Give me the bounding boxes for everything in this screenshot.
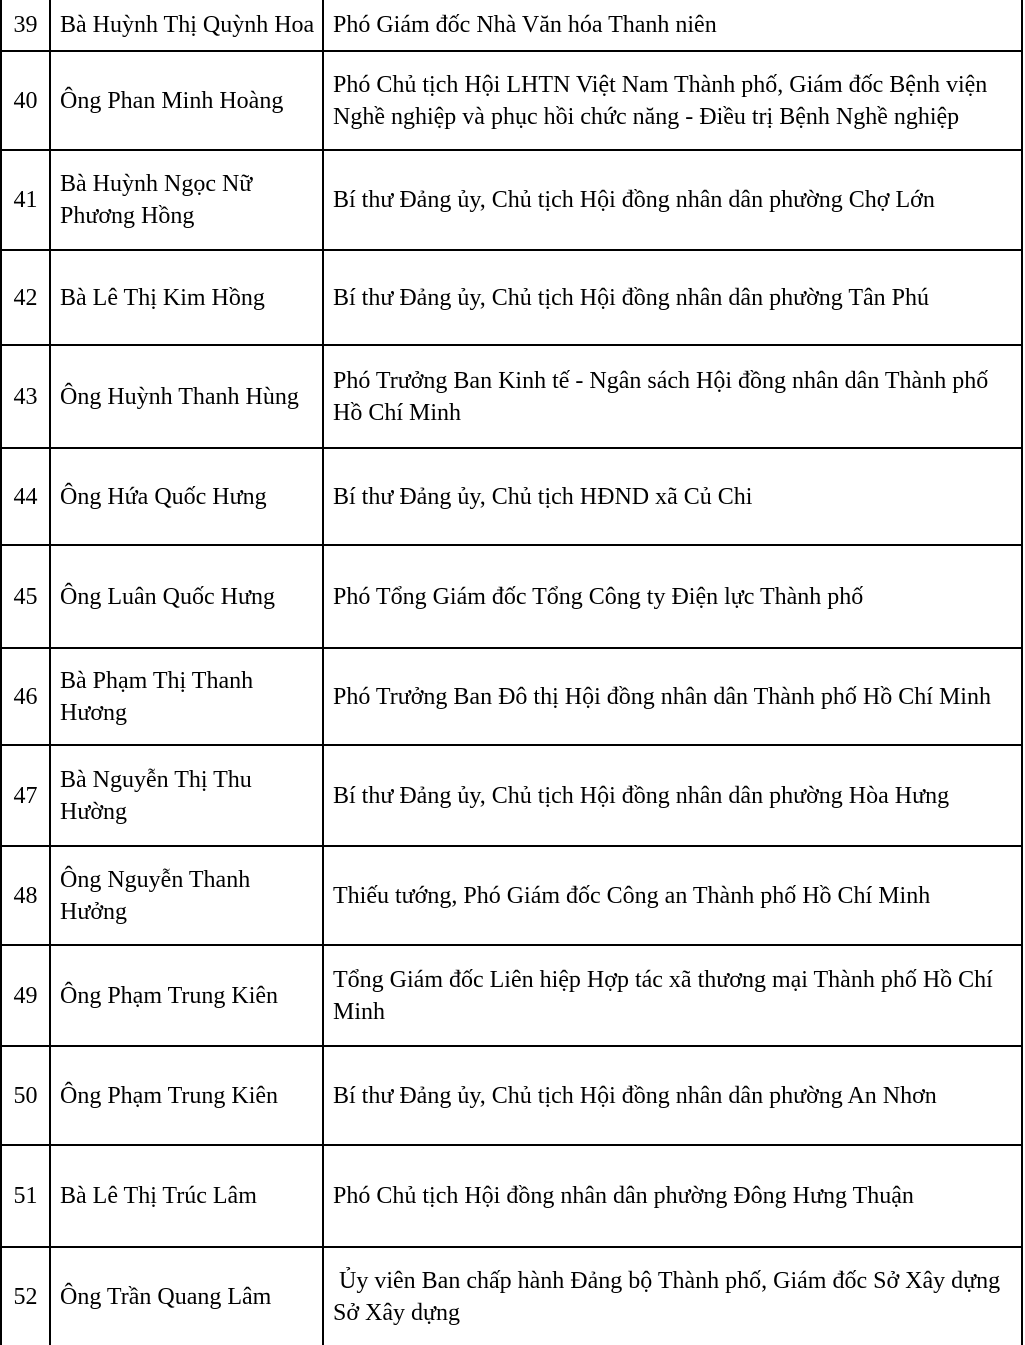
row-number-cell: 44 <box>1 448 50 545</box>
position-cell: Ủy viên Ban chấp hành Đảng bộ Thành phố, Giám đốc Sở Xây dựng Sở Xây dựng <box>323 1247 1022 1345</box>
position-cell: Phó Chủ tịch Hội LHTN Việt Nam Thành phố, Giám đốc Bệnh viện Nghề nghiệp và phục hồi chức năng - Điều trị Bệnh Nghề nghiệp <box>323 51 1022 150</box>
row-number-cell: 50 <box>1 1046 50 1145</box>
roster-table-body <box>1 0 1022 1345</box>
table-row <box>1 545 1022 648</box>
person-name-cell: Bà Lê Thị Trúc Lâm <box>50 1145 323 1247</box>
position-cell: Bí thư Đảng ủy, Chủ tịch Hội đồng nhân dân phường Tân Phú <box>323 250 1022 345</box>
row-number-cell: 48 <box>1 846 50 945</box>
position-cell: Phó Trưởng Ban Kinh tế - Ngân sách Hội đồng nhân dân Thành phố Hồ Chí Minh <box>323 345 1022 448</box>
row-number-cell: 45 <box>1 545 50 648</box>
position-cell: Bí thư Đảng ủy, Chủ tịch HĐND xã Củ Chi <box>323 448 1022 545</box>
person-name-cell: Bà Phạm Thị Thanh Hương <box>50 648 323 745</box>
table-row <box>1 250 1022 345</box>
table-row <box>1 648 1022 745</box>
table-row <box>1 345 1022 448</box>
row-number-cell: 43 <box>1 345 50 448</box>
row-number-cell: 49 <box>1 945 50 1046</box>
table-row <box>1 0 1022 51</box>
person-name-cell: Ông Phạm Trung Kiên <box>50 945 323 1046</box>
person-name-cell: Bà Huỳnh Thị Quỳnh Hoa <box>50 0 323 51</box>
person-name-cell: Ông Phan Minh Hoàng <box>50 51 323 150</box>
position-cell: Phó Giám đốc Nhà Văn hóa Thanh niên <box>323 0 1022 51</box>
row-number-cell: 46 <box>1 648 50 745</box>
position-cell: Bí thư Đảng ủy, Chủ tịch Hội đồng nhân dân phường Chợ Lớn <box>323 150 1022 250</box>
table-row <box>1 1145 1022 1247</box>
person-name-cell: Bà Huỳnh Ngọc Nữ Phương Hồng <box>50 150 323 250</box>
person-name-cell: Ông Luân Quốc Hưng <box>50 545 323 648</box>
table-row <box>1 846 1022 945</box>
table-row <box>1 745 1022 846</box>
position-cell: Phó Chủ tịch Hội đồng nhân dân phường Đông Hưng Thuận <box>323 1145 1022 1247</box>
position-cell: Phó Trưởng Ban Đô thị Hội đồng nhân dân Thành phố Hồ Chí Minh <box>323 648 1022 745</box>
person-name-cell: Ông Huỳnh Thanh Hùng <box>50 345 323 448</box>
person-name-cell: Ông Hứa Quốc Hưng <box>50 448 323 545</box>
position-cell: Thiếu tướng, Phó Giám đốc Công an Thành phố Hồ Chí Minh <box>323 846 1022 945</box>
row-number-cell: 52 <box>1 1247 50 1345</box>
person-name-cell: Ông Nguyễn Thanh Hưởng <box>50 846 323 945</box>
person-name-cell: Ông Phạm Trung Kiên <box>50 1046 323 1145</box>
table-row <box>1 448 1022 545</box>
position-cell: Phó Tổng Giám đốc Tổng Công ty Điện lực Thành phố <box>323 545 1022 648</box>
table-row <box>1 51 1022 150</box>
person-name-cell: Bà Lê Thị Kim Hồng <box>50 250 323 345</box>
row-number-cell: 42 <box>1 250 50 345</box>
row-number-cell: 47 <box>1 745 50 846</box>
person-name-cell: Ông Trần Quang Lâm <box>50 1247 323 1345</box>
position-cell: Tổng Giám đốc Liên hiệp Hợp tác xã thương mại Thành phố Hồ Chí Minh <box>323 945 1022 1046</box>
table-row <box>1 1046 1022 1145</box>
row-number-cell: 41 <box>1 150 50 250</box>
table-row <box>1 150 1022 250</box>
row-number-cell: 39 <box>1 0 50 51</box>
person-name-cell: Bà Nguyễn Thị Thu Hường <box>50 745 323 846</box>
table-row <box>1 945 1022 1046</box>
row-number-cell: 40 <box>1 51 50 150</box>
position-cell: Bí thư Đảng ủy, Chủ tịch Hội đồng nhân dân phường An Nhơn <box>323 1046 1022 1145</box>
table-row <box>1 1247 1022 1345</box>
position-cell: Bí thư Đảng ủy, Chủ tịch Hội đồng nhân dân phường Hòa Hưng <box>323 745 1022 846</box>
row-number-cell: 51 <box>1 1145 50 1247</box>
